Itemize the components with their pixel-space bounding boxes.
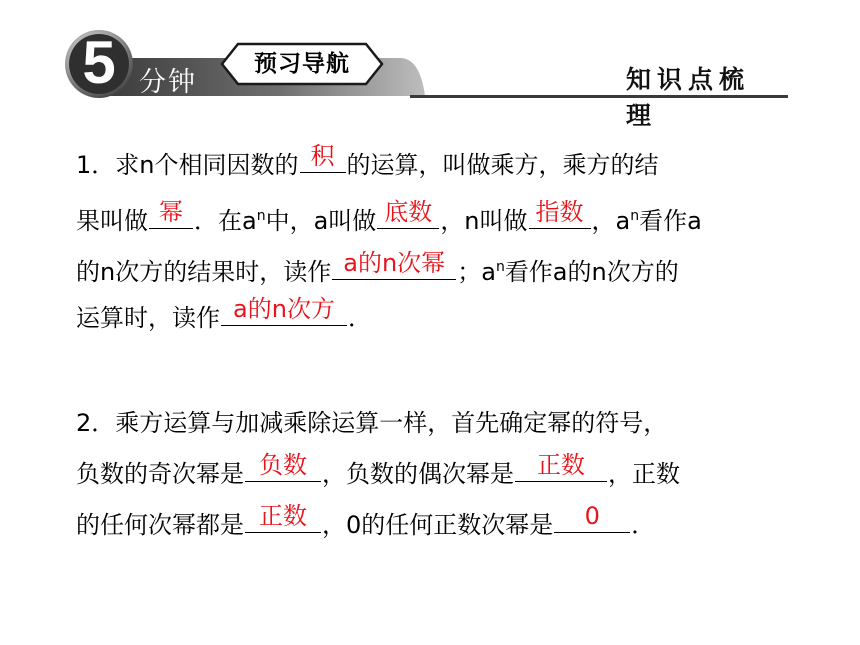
header-rule	[410, 95, 788, 98]
answer-blank	[245, 502, 321, 533]
text: 求n个相同因数的	[115, 151, 299, 179]
answer-blank	[332, 249, 456, 280]
item-number: 2．	[76, 409, 116, 437]
answer-text: 底数	[384, 198, 433, 226]
answer-text: 0	[584, 502, 600, 530]
text: 的n次方的结果时，读作	[76, 258, 332, 286]
answer-blank	[221, 295, 347, 326]
text: ．在a	[194, 207, 257, 235]
minutes-label: 分钟	[139, 67, 197, 98]
item-1-line-3	[76, 242, 776, 293]
answer-text: 负数	[259, 451, 307, 479]
section-title: 知识点梳理	[626, 65, 751, 130]
text: ，正数	[608, 460, 680, 488]
text: 乘方运算与加减乘除运算一样，首先确定幂的符号，	[115, 409, 668, 437]
item-1-line-2	[76, 191, 776, 242]
item-1-line-4	[76, 293, 776, 344]
badge-number: 5	[82, 29, 116, 96]
answer-blank	[149, 198, 193, 229]
text: 果叫做	[76, 207, 148, 235]
text: 中，a叫做	[265, 207, 377, 235]
text: ．	[348, 304, 372, 332]
superscript: n	[256, 208, 266, 224]
answer-text: 幂	[159, 198, 183, 226]
item-1	[76, 140, 776, 344]
text: ．	[631, 511, 656, 539]
answer-text: 积	[310, 142, 335, 170]
text: 运算时，读作	[76, 304, 220, 332]
answer-blank	[515, 451, 607, 482]
header-banner	[0, 0, 860, 130]
answer-text: a的n次幂	[343, 249, 446, 277]
item-2-line-2	[76, 449, 776, 500]
preview-label: 预习导航	[254, 51, 350, 77]
item-1-line-1	[76, 140, 776, 191]
answer-blank	[377, 198, 439, 229]
item-2-line-3	[76, 500, 776, 551]
text: 看作a的n次方的	[504, 258, 679, 286]
answer-blank	[300, 142, 346, 173]
superscript: n	[495, 259, 505, 275]
answer-text: 指数	[535, 198, 584, 226]
text: ，n叫做	[440, 207, 528, 235]
answer-blank	[245, 451, 321, 482]
text: 的运算，叫做乘方，乘方的结	[346, 151, 659, 179]
item-number: 1．	[76, 151, 116, 179]
item-2-line-1	[76, 398, 776, 449]
text: 看作a	[639, 207, 702, 235]
answer-blank	[529, 198, 591, 229]
text: ；a	[457, 258, 496, 286]
superscript: n	[630, 208, 640, 224]
text: ，0的任何正数次幂是	[322, 511, 554, 539]
text: 的任何次幂都是	[76, 511, 244, 539]
text: 负数的奇次幂是	[76, 460, 244, 488]
answer-text: 正数	[537, 451, 585, 479]
answer-blank	[554, 502, 630, 533]
item-2	[76, 398, 776, 551]
text: ，a	[591, 207, 631, 235]
text: ，负数的偶次幂是	[322, 460, 514, 488]
answer-text: 正数	[259, 502, 307, 530]
answer-text: a的n次方	[233, 295, 335, 323]
